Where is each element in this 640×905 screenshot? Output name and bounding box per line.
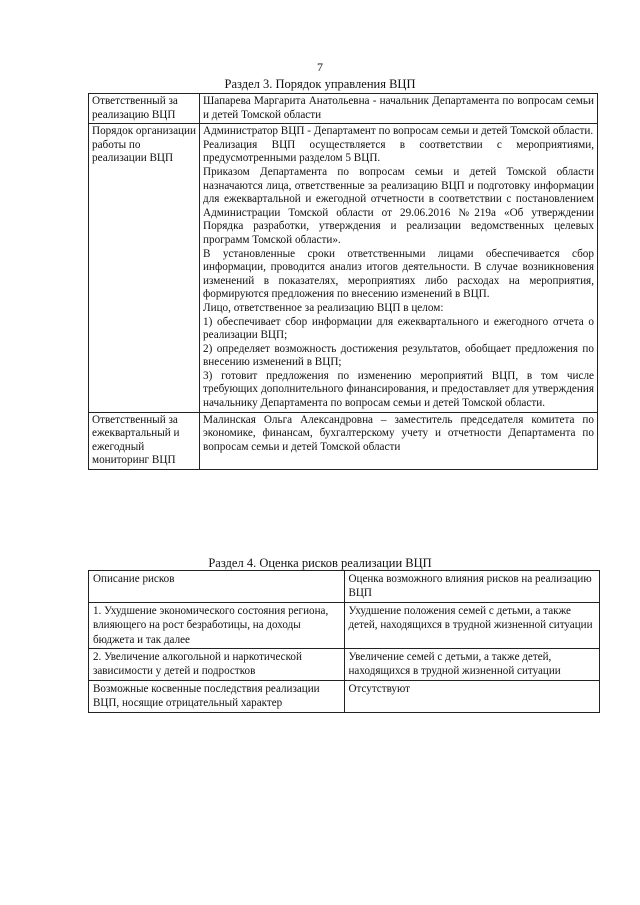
paragraph: Администратор ВЦП - Департамент по вопросам семьи и детей Томской области. [203, 125, 594, 138]
paragraph: Малинская Ольга Александровна – заместитель председателя комитета по экономике, финансам, бухгалтерскому учету и отчетности Департамента по вопросам семьи и детей Томской области [203, 413, 594, 453]
paragraph: Реализация ВЦП осуществляется в соответствии с мероприятиями, предусмотренными разделом 5 ВЦП. [203, 138, 594, 165]
table-row [89, 680, 600, 712]
section4-title: Раздел 4. Оценка рисков реализации ВЦП [208, 556, 432, 570]
risk-impact: Отсутствуют [344, 680, 600, 712]
row-value [200, 94, 598, 124]
paragraph: 2) определяет возможность достижения результатов, обобщает предложения по внесению изменений в ВЦП; [203, 342, 594, 369]
paragraph: Приказом Департамента по вопросам семьи и детей Томской области назначаются лица, ответственные за реализацию ВЦП и подготовку информации для ежеквартальной и ежегодной отчетности в соответствии с постановлением Администрации Томской области от 29.06.2016 №219а «Об утверждении Порядка разработки, утверждения и реализации ведомственных целевых программ Томской области». [203, 165, 594, 246]
risk-table [88, 570, 600, 713]
column-header: Описание рисков [89, 571, 345, 603]
column-header: Оценка возможного влияния рисков на реализацию ВЦП [344, 571, 600, 603]
section3-title: Раздел 3. Порядок управления ВЦП [224, 77, 416, 91]
table-row [89, 412, 598, 469]
table-row [89, 602, 600, 648]
row-value [200, 412, 598, 469]
paragraph: Лицо, ответственное за реализацию ВЦП в целом: [203, 301, 444, 314]
paragraph: В установленные сроки ответственными лицами обеспечивается сбор информации, проводится анализ итогов деятельности. В случае возникновения изменений в показателях, мероприятиях либо расходах на мероприятия, формируются предложения по внесению изменений в ВЦП. [203, 247, 594, 301]
table-header-row [89, 571, 600, 603]
row-label: Ответственный за реализацию ВЦП [89, 94, 200, 124]
risk-description: 1. Ухудшение экономического состояния региона, влияющего на рост безработицы, на доходы бюджета и так далее [89, 602, 345, 648]
risk-impact: Ухудшение положения семей с детьми, а также детей, находящихся в трудной жизненной ситуации [344, 602, 600, 648]
management-table [88, 93, 598, 470]
row-label: Порядок организации работы по реализации ВЦП [89, 124, 200, 412]
table-row [89, 649, 600, 681]
paragraph: 1) обеспечивает сбор информации для ежеквартального и ежегодного отчета о реализации ВЦП; [203, 315, 594, 342]
row-value [200, 124, 598, 412]
table-row [89, 124, 598, 412]
paragraph: 3) готовит предложения по изменению мероприятий ВЦП, в том числе требующих дополнительного финансирования, и предоставляет для утверждения начальнику Департамента по вопросам семьи и детей Томской области. [203, 369, 594, 410]
paragraph: Шапарева Маргарита Анатольевна - начальник Департамента по вопросам семьи и детей Томской области [203, 95, 594, 121]
risk-impact: Увеличение семей с детьми, а также детей, находящихся в трудной жизненной ситуации [344, 649, 600, 681]
risk-description: 2. Увеличение алкогольной и наркотической зависимости у детей и подростков [89, 649, 345, 681]
row-label: Ответственный за ежеквартальный и ежегодный мониторинг ВЦП [89, 412, 200, 469]
page-number: 7 [317, 60, 323, 74]
table-row [89, 94, 598, 124]
risk-description: Возможные косвенные последствия реализации ВЦП, носящие отрицательный характер [89, 680, 345, 712]
